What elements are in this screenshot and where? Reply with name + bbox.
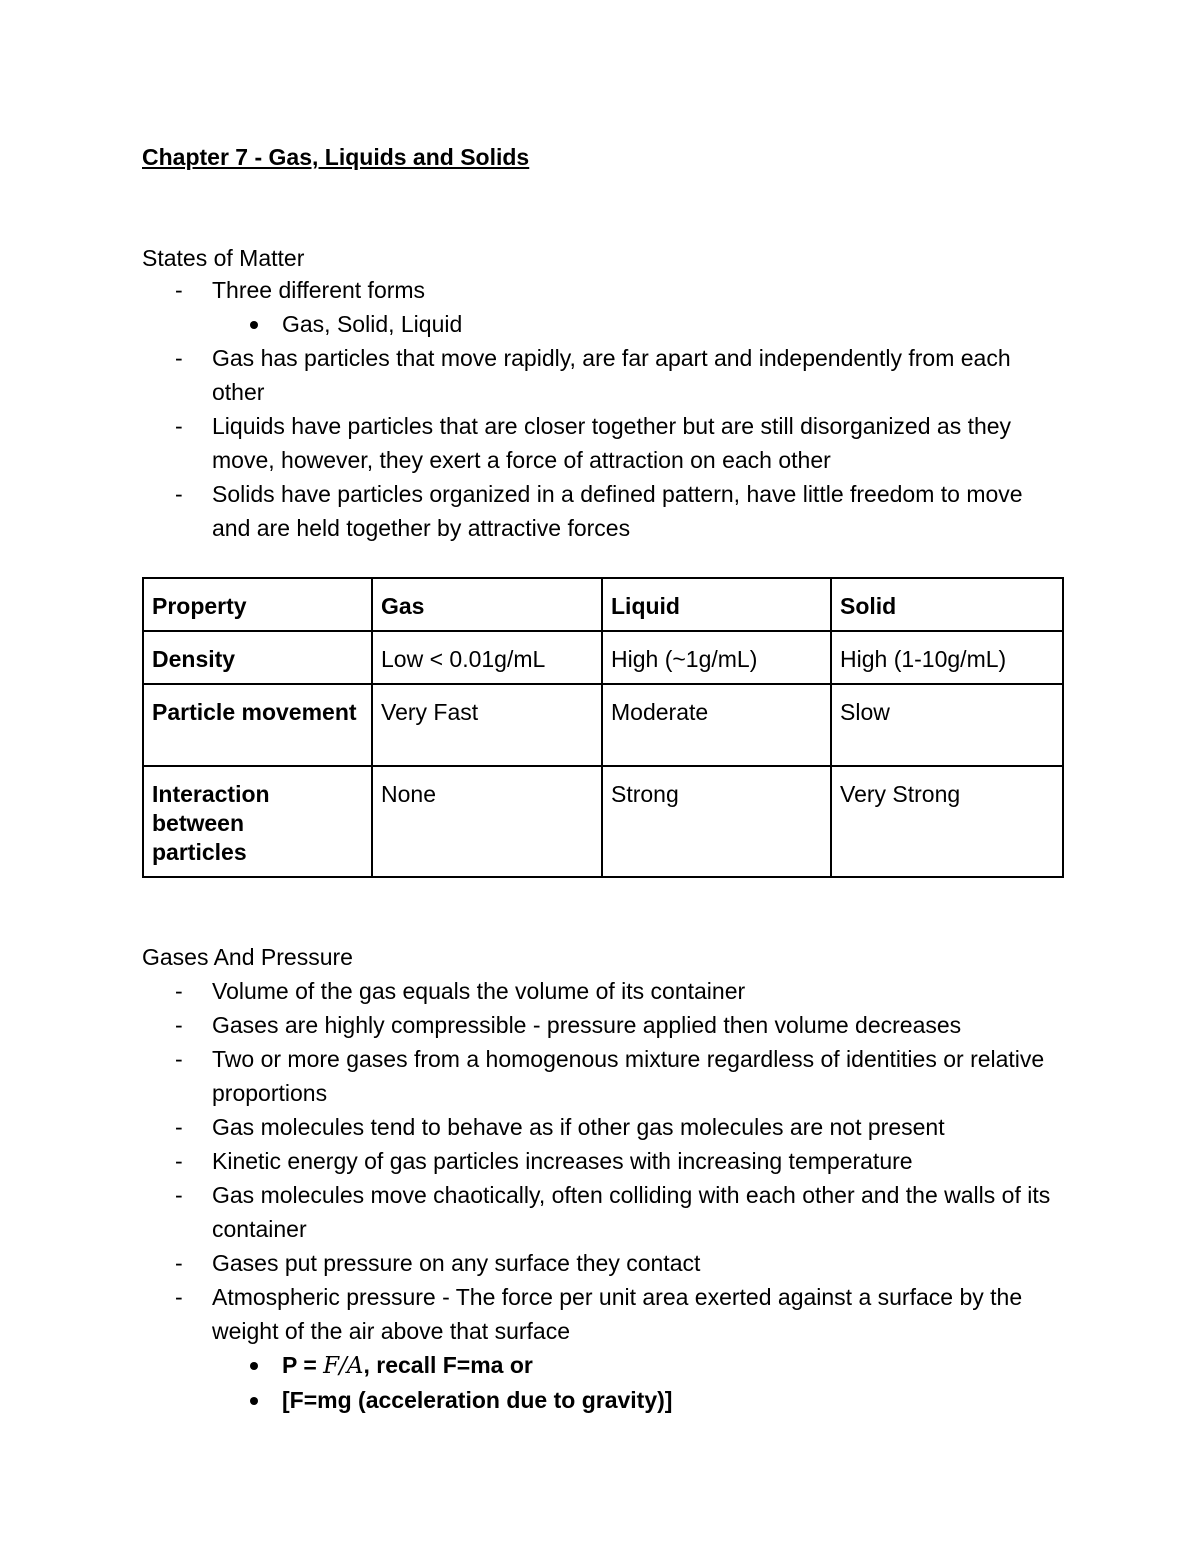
properties-table <box>142 577 1064 878</box>
list-item <box>142 1280 1062 1417</box>
dash-bullet: - <box>175 1114 183 1140</box>
list-item-text: Volume of the gas equals the volume of its container <box>212 978 746 1004</box>
list-item-text: Liquids have particles that are closer together but are still disorganized as they move, however, they exert a force of attraction on each other <box>212 413 1012 473</box>
dash-bullet: - <box>175 277 183 303</box>
list-item <box>142 1246 1062 1280</box>
row-label-cell: Particle movement <box>143 684 372 766</box>
table-cell: High (1-10g/mL) <box>831 631 1063 684</box>
list-item-text: Solids have particles organized in a defined pattern, have little freedom to move and are held together by attractive forces <box>212 481 1023 541</box>
list-item-text: Kinetic energy of gas particles increases with increasing temperature <box>212 1148 913 1174</box>
sub-list-item <box>212 1383 1062 1417</box>
sub-list-item-text: Gas, Solid, Liquid <box>282 311 463 337</box>
sub-list <box>212 307 1062 341</box>
bullet-dot <box>250 1397 258 1405</box>
list-item-text: Gases put pressure on any surface they contact <box>212 1250 701 1276</box>
list-item <box>142 409 1062 477</box>
dash-bullet: - <box>175 413 183 439</box>
list-item-text: Gas molecules move chaotically, often colliding with each other and the walls of its container <box>212 1182 1051 1242</box>
dash-bullet: - <box>175 1148 183 1174</box>
list-item <box>142 1178 1062 1246</box>
list-item-text: Gas molecules tend to behave as if other gas molecules are not present <box>212 1114 945 1140</box>
table-cell: Moderate <box>602 684 831 766</box>
formula-suffix: , recall F=ma or <box>363 1352 533 1378</box>
dash-bullet: - <box>175 1250 183 1276</box>
dash-bullet: - <box>175 481 183 507</box>
dash-bullet: - <box>175 345 183 371</box>
table-header-cell: Gas <box>372 578 602 631</box>
bullet-dot <box>250 1362 258 1370</box>
list-item <box>142 1144 1062 1178</box>
row-label-cell: Interaction between particles <box>143 766 372 877</box>
table-row <box>143 684 1063 766</box>
gases-and-pressure-list <box>142 974 1062 1417</box>
table-cell: Low < 0.01g/mL <box>372 631 602 684</box>
list-item-text: Gas has particles that move rapidly, are far apart and independently from each other <box>212 345 1011 405</box>
formula-line-2: [F=mg (acceleration due to gravity)] <box>282 1387 673 1413</box>
table-cell: High (~1g/mL) <box>602 631 831 684</box>
list-item-text: Atmospheric pressure - The force per unit area exerted against a surface by the weight of the air above that surface <box>212 1284 1023 1344</box>
gases-and-pressure-heading: Gases And Pressure <box>142 944 353 970</box>
list-item <box>142 1042 1062 1110</box>
bullet-dot <box>250 321 258 329</box>
table-cell: Very Fast <box>372 684 602 766</box>
dash-bullet: - <box>175 978 183 1004</box>
sub-list <box>212 1348 1062 1417</box>
table-row <box>143 631 1063 684</box>
row-label-cell: Density <box>143 631 372 684</box>
dash-bullet: - <box>175 1284 183 1310</box>
table-row <box>143 766 1063 877</box>
table-cell: Slow <box>831 684 1063 766</box>
table-header-cell: Property <box>143 578 372 631</box>
list-item-text: Two or more gases from a homogenous mixture regardless of identities or relative proportions <box>212 1046 1045 1106</box>
states-of-matter-heading: States of Matter <box>142 245 305 271</box>
formula-prefix: P = <box>282 1352 324 1378</box>
page-title: Chapter 7 - Gas, Liquids and Solids <box>142 144 530 170</box>
formula-math: F/A <box>323 1353 364 1379</box>
list-item-text: Three different forms <box>212 277 426 303</box>
list-item-text: Gases are highly compressible - pressure applied then volume decreases <box>212 1012 962 1038</box>
table-header-cell: Solid <box>831 578 1063 631</box>
sub-list-item <box>212 1348 1062 1383</box>
list-item <box>142 974 1062 1008</box>
table-cell: None <box>372 766 602 877</box>
list-item <box>142 273 1062 341</box>
table-header-cell: Liquid <box>602 578 831 631</box>
dash-bullet: - <box>175 1046 183 1072</box>
list-item <box>142 1110 1062 1144</box>
dash-bullet: - <box>175 1182 183 1208</box>
list-item <box>142 1008 1062 1042</box>
table-cell: Strong <box>602 766 831 877</box>
table-cell: Very Strong <box>831 766 1063 877</box>
table-header-row <box>143 578 1063 631</box>
states-of-matter-list <box>142 273 1062 545</box>
list-item <box>142 341 1062 409</box>
list-item <box>142 477 1062 545</box>
sub-list-item <box>212 307 1062 341</box>
dash-bullet: - <box>175 1012 183 1038</box>
